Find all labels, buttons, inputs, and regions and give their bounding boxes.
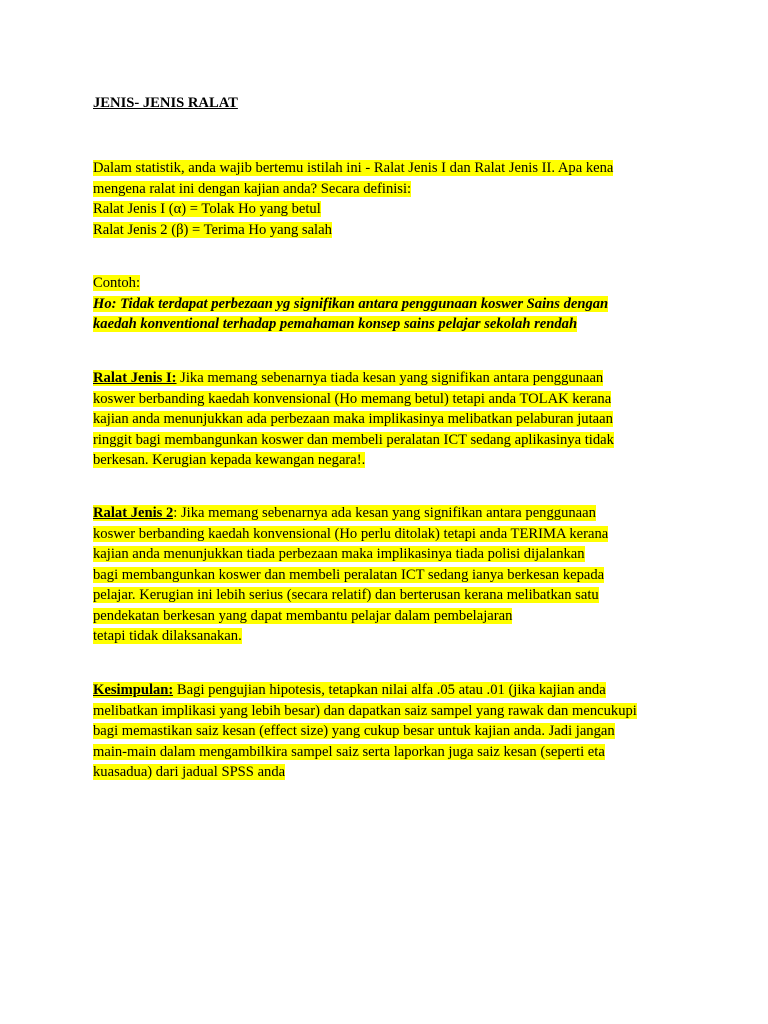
type2-line: pelajar. Kerugian ini lebih serius (secara relatif) dan berterusan kerana melibatkan satu bbox=[93, 587, 599, 603]
type2-error-paragraph bbox=[93, 503, 683, 647]
definition-type2: Ralat Jenis 2 (β) = Terima Ho yang salah bbox=[93, 221, 332, 238]
conclusion-line: bagi memastikan saiz kesan (effect size) yang cukup besar untuk kajian anda. Jadi jangan bbox=[93, 723, 615, 739]
type1-line: kajian anda menunjukkan ada perbezaan maka implikasinya melibatkan pelaburan jutaan bbox=[93, 411, 613, 427]
hypothesis-line: Ho: Tidak terdapat perbezaan yg signifikan antara penggunaan koswer Sains dengan bbox=[93, 295, 609, 312]
intro-line: mengena ralat ini dengan kajian anda? Secara definisi: bbox=[93, 180, 412, 197]
conclusion-line: melibatkan implikasi yang lebih besar) dan dapatkan saiz sampel yang rawak dan mencukupi bbox=[93, 702, 637, 719]
conclusion-line: main-main dalam mengambilkira sampel saiz serta laporkan juga saiz kesan (seperti eta bbox=[93, 743, 605, 760]
type2-line: tetapi tidak dilaksanakan. bbox=[93, 628, 242, 644]
document-title bbox=[93, 93, 683, 114]
type2-line: pendekatan berkesan yang dapat membantu pelajar dalam pembelajaran bbox=[93, 607, 513, 624]
conclusion-label: Kesimpulan: bbox=[93, 682, 174, 698]
type1-error-paragraph bbox=[93, 368, 683, 471]
type1-line: Jika memang sebenarnya tiada kesan yang signifikan antara penggunaan bbox=[176, 370, 604, 386]
intro-line: Dalam statistik, anda wajib bertemu istilah ini - Ralat Jenis I dan Ralat Jenis II. Apa kena bbox=[93, 160, 614, 176]
type1-label: Ralat Jenis I: bbox=[93, 370, 177, 386]
type2-line: bagi membangunkan koswer dan membeli peralatan ICT sedang ianya berkesan kepada bbox=[93, 566, 605, 583]
example-paragraph bbox=[93, 273, 683, 335]
type2-line: : Jika memang sebenarnya ada kesan yang signifikan antara penggunaan bbox=[173, 505, 596, 521]
hypothesis-line: kaedah konventional terhadap pemahaman konsep sains pelajar sekolah rendah bbox=[93, 316, 578, 332]
intro-paragraph bbox=[93, 158, 683, 240]
example-label: Contoh: bbox=[93, 275, 141, 291]
conclusion-line: Bagi pengujian hipotesis, tetapkan nilai alfa .05 atau .01 (jika kajian anda bbox=[173, 682, 606, 698]
type1-line: koswer berbanding kaedah konvensional (Ho memang betul) tetapi anda TOLAK kerana bbox=[93, 390, 612, 407]
type1-line: ringgit bagi membangunkan koswer dan membeli peralatan ICT sedang aplikasinya tidak bbox=[93, 431, 614, 448]
type2-line: koswer berbanding kaedah konvensional (Ho perlu ditolak) tetapi anda TERIMA kerana bbox=[93, 525, 609, 542]
type2-label: Ralat Jenis 2 bbox=[93, 505, 174, 521]
definition-type1: Ralat Jenis I (α) = Tolak Ho yang betul bbox=[93, 201, 321, 217]
type1-line: berkesan. Kerugian kepada kewangan negara!. bbox=[93, 452, 366, 468]
type2-line: kajian anda menunjukkan tiada perbezaan maka implikasinya tiada polisi dijalankan bbox=[93, 546, 585, 562]
conclusion-line: kuasadua) dari jadual SPSS anda bbox=[93, 764, 286, 780]
conclusion-paragraph bbox=[93, 680, 683, 783]
title-text: JENIS- JENIS RALAT bbox=[93, 95, 238, 111]
